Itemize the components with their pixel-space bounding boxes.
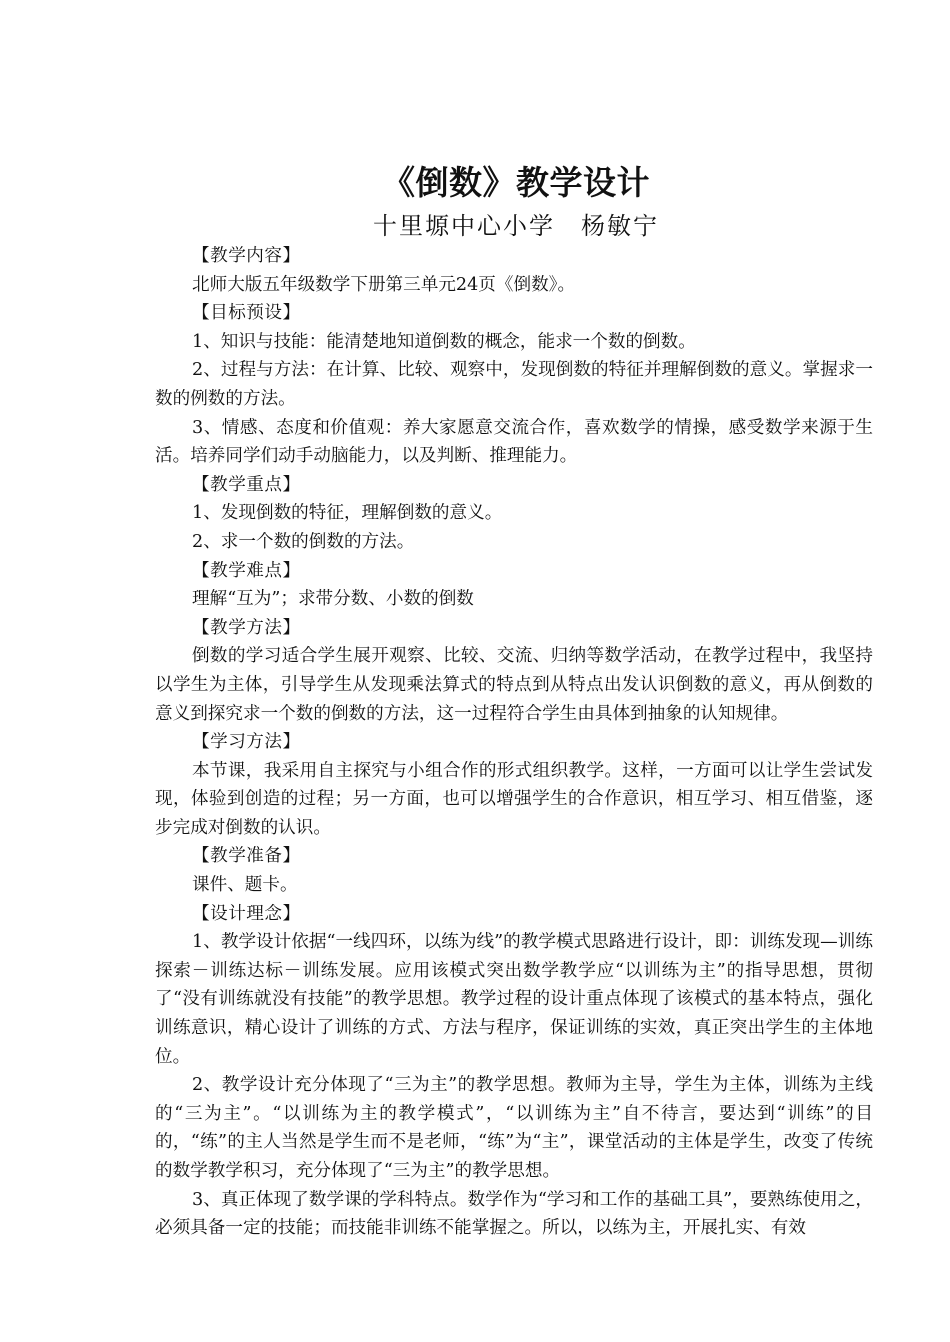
- section-heading: 【教学重点】: [192, 474, 301, 495]
- body-paragraph: 1、教学设计依据“一线四环，以练为线”的教学模式思路进行设计，即：训练发现—训练探索－训练达标－训练发展。应用该模式突出数学教学应“以训练为主”的指导思想，贯彻了“没有训练就没有技能”的教学思想。教学过程的设计重点体现了该模式的基本特点，强化训练意识，精心设计了训练的方式、方法与程序，保证训练的实效，真正突出学生的主体地位。: [155, 932, 873, 1067]
- section-heading: 【教学准备】: [192, 846, 301, 867]
- body-paragraph: 课件、题卡。: [192, 875, 298, 896]
- body-paragraph: 倒数的学习适合学生展开观察、比较、交流、归纳等数学活动，在教学过程中，我坚持以学生为主体，引导学生从发现乘法算式的特点到从特点出发认识倒数的意义，再从倒数的意义到探究求一个数的倒数的方法，这一过程符合学生由具体到抽象的认知规律。: [155, 646, 873, 724]
- document-body: [155, 242, 873, 1243]
- body-paragraph: 1、知识与技能：能清楚地知道倒数的概念，能求一个数的倒数。: [192, 331, 696, 352]
- body-paragraph: 2、过程与方法：在计算、比较、观察中，发现倒数的特征并理解倒数的意义。掌握求一数的例数的方法。: [155, 360, 873, 409]
- section-heading: 【教学方法】: [192, 617, 301, 638]
- body-paragraph: 1、发现倒数的特征，理解倒数的意义。: [192, 503, 503, 524]
- section-heading: 【学习方法】: [192, 732, 301, 753]
- section-heading: 【教学内容】: [192, 246, 301, 266]
- body-paragraph: 2、教学设计充分体现了“三为主”的教学思想。教师为主导，学生为主体，训练为主线的“三为主”。“以训练为主的教学模式”，“以训练为主”自不待言，要达到“训练”的目的，“练”的主人当然是学生而不是老师，“练”为“主”，课堂活动的主体是学生，改变了传统的数学教学积习，充分体现了“三为主”的教学思想。: [155, 1075, 873, 1181]
- body-paragraph: 3、情感、态度和价值观：养大家愿意交流合作，喜欢数学的情操，感受数学来源于生活。培养同学们动手动脑能力，以及判断、推理能力。: [155, 417, 873, 467]
- section-heading: 【设计理念】: [192, 903, 301, 924]
- section-heading: 【教学难点】: [192, 560, 301, 581]
- section-heading: 【目标预设】: [192, 303, 301, 324]
- body-paragraph: 2、求一个数的倒数的方法。: [192, 531, 415, 552]
- body-paragraph: 本节课，我采用自主探究与小组合作的形式组织教学。这样，一方面可以让学生尝试发现，体验到创造的过程；另一方面，也可以增强学生的合作意识，相互学习、相互借鉴，逐步完成对倒数的认识。: [155, 760, 873, 838]
- document-subtitle: [0, 210, 950, 242]
- school-name: 十里塬中心小学: [373, 212, 555, 240]
- body-paragraph: 理解“互为”；求带分数、小数的倒数: [192, 589, 474, 610]
- body-paragraph: 3、真正体现了数学课的学科特点。数学作为“学习和工作的基础工具”，要熟练使用之，必须具备一定的技能；而技能非训练不能掌握之。所以，以练为主，开展扎实、有效: [155, 1189, 873, 1239]
- body-paragraph: 北师大版五年级数学下册第三单元24页《倒数》。: [192, 274, 576, 295]
- document-title: 《倒数》教学设计: [382, 163, 650, 202]
- author-name: 杨敏宁: [581, 212, 659, 240]
